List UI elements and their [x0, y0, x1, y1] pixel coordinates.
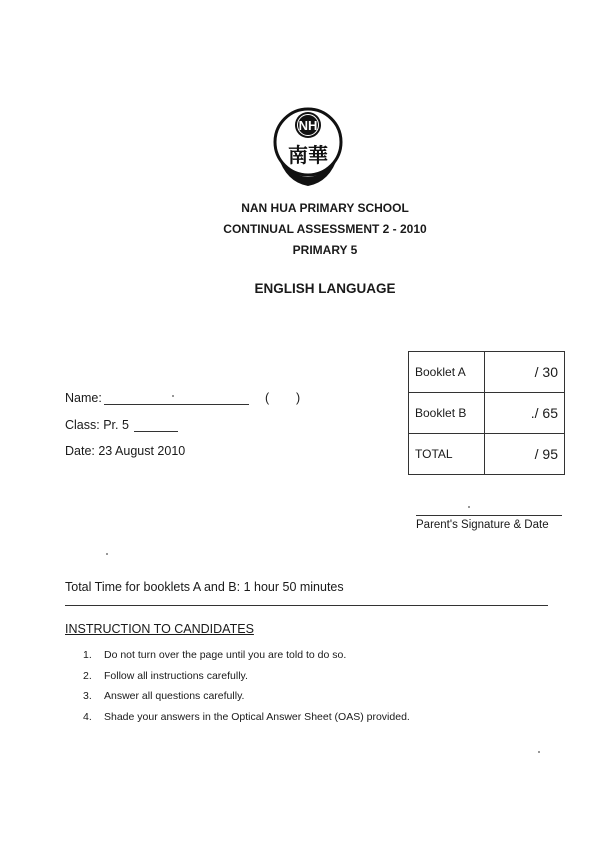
score-row-value[interactable]: ./ 65 — [485, 393, 565, 434]
signature-line[interactable] — [416, 515, 562, 516]
total-time-text: Total Time for booklets A and B: 1 hour 50 minutes — [65, 580, 344, 594]
divider — [65, 605, 548, 606]
subject-title: ENGLISH LANGUAGE — [254, 281, 396, 296]
index-bracket-open: ( — [265, 391, 270, 405]
instruction-number: 2. — [83, 669, 92, 682]
instruction-item — [83, 669, 410, 690]
score-row-booklet-a — [409, 352, 565, 393]
score-row-value[interactable]: / 30 — [485, 352, 565, 393]
score-row-label: TOTAL — [409, 434, 485, 475]
class-input-line[interactable] — [134, 431, 178, 432]
score-row-label: Booklet A — [409, 352, 485, 393]
school-logo — [270, 100, 346, 194]
instruction-item — [83, 710, 410, 731]
scan-speck — [172, 395, 174, 397]
index-bracket-close: ) — [296, 391, 301, 405]
score-table — [408, 351, 565, 475]
logo-letters: NH — [298, 118, 318, 133]
score-row-value[interactable]: / 95 — [485, 434, 565, 475]
instruction-text: Follow all instructions carefully. — [104, 669, 248, 682]
scan-speck — [538, 751, 540, 753]
name-label: Name: — [65, 391, 102, 405]
logo-chinese-text: 南華 — [288, 143, 328, 167]
name-input-line[interactable] — [104, 404, 249, 405]
school-crest-icon — [270, 100, 346, 194]
score-row-booklet-b — [409, 393, 565, 434]
instructions-title: INSTRUCTION TO CANDIDATES — [65, 622, 254, 636]
instruction-number: 4. — [83, 710, 92, 723]
instruction-number: 1. — [83, 649, 92, 661]
score-row-total — [409, 434, 565, 475]
school-name: NAN HUA PRIMARY SCHOOL — [241, 201, 409, 215]
instructions-list — [83, 648, 410, 730]
assessment-title: CONTINUAL ASSESSMENT 2 - 2010 — [223, 222, 427, 236]
instruction-number: 3. — [83, 690, 92, 702]
scan-speck — [468, 506, 470, 508]
date-label: Date: 23 August 2010 — [65, 444, 186, 458]
score-row-label: Booklet B — [409, 393, 485, 434]
level-label: PRIMARY 5 — [292, 243, 358, 257]
class-label: Class: Pr. 5 — [65, 418, 129, 432]
instruction-text: Answer all questions carefully. — [104, 690, 245, 702]
instruction-item — [83, 648, 410, 669]
signature-label: Parent's Signature & Date — [416, 519, 549, 531]
instruction-item — [83, 689, 410, 710]
instruction-text: Shade your answers in the Optical Answer Sheet (OAS) provided. — [104, 710, 410, 723]
scan-speck — [106, 553, 108, 555]
instruction-text: Do not turn over the page until you are told to do so. — [104, 649, 347, 661]
